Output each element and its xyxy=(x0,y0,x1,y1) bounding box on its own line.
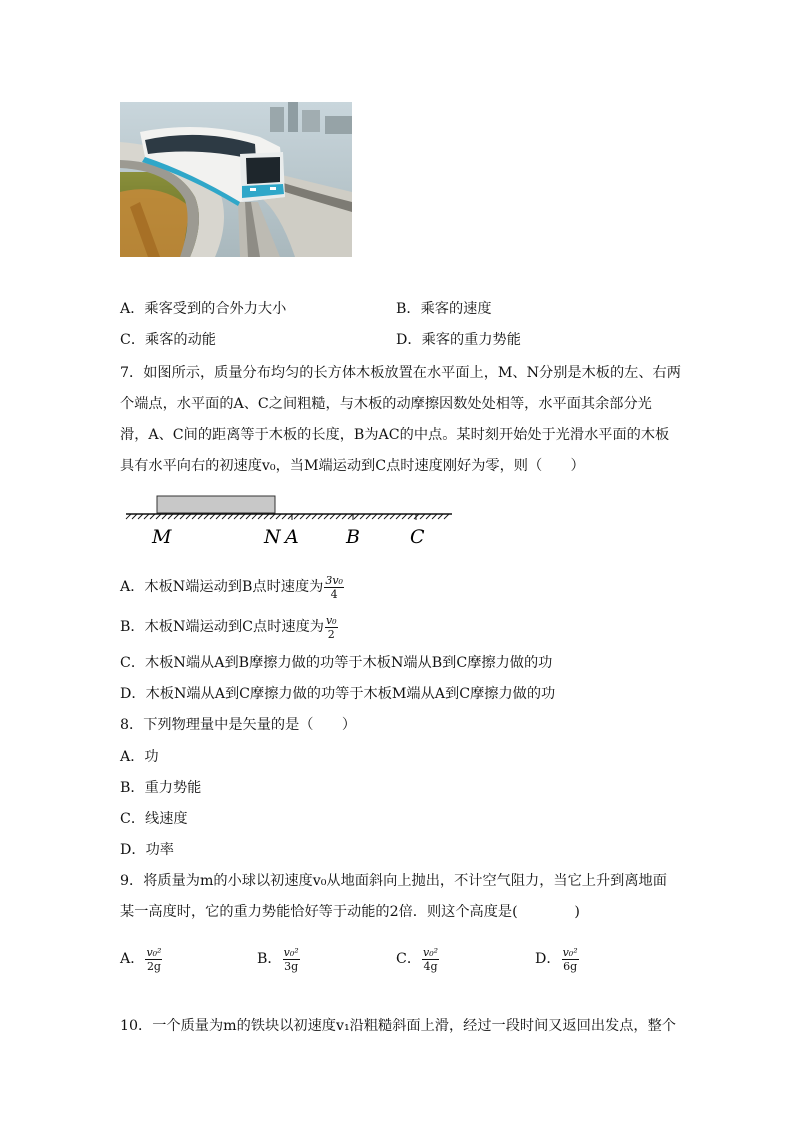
q7-option-b-numerator: v₀ xyxy=(325,613,337,627)
q9-option-c-numerator: v₀² xyxy=(423,945,439,959)
q10-stem-line-1: 10．一个质量为m的铁块以初速度v₁沿粗糙斜面上滑，经过一段时间又返回出发点，整个 xyxy=(120,1018,676,1034)
q9-option-b xyxy=(257,945,301,973)
q9-option-b-fraction xyxy=(283,947,300,972)
q9-stem-line-2: 某一高度时，它的重力势能恰好等于动能的2倍．则这个高度是( ) xyxy=(120,904,580,920)
q7-option-b-fraction xyxy=(325,615,338,640)
label-b: B xyxy=(346,526,360,548)
ground-hatching xyxy=(126,514,449,519)
q9-option-a-denominator: 2g xyxy=(146,959,161,973)
q7-option-d: D．木板N端从A到C摩擦力做的功等于木板M端从A到C摩擦力做的功 xyxy=(120,686,556,702)
q7-stem-line-3: 滑，A、C间的距离等于木板的长度，B为AC的中点。某时刻开始处于光滑水平面的木板 xyxy=(120,427,670,443)
q8-option-a: A．功 xyxy=(120,749,159,765)
q9-option-d-denominator: 6g xyxy=(563,959,578,973)
label-n: N xyxy=(264,526,281,548)
q7-board-diagram xyxy=(120,490,460,552)
q9-option-d-numerator: v₀² xyxy=(562,945,578,959)
label-m: M xyxy=(152,526,172,548)
q9-option-d xyxy=(535,945,580,973)
q9-option-b-label: B． xyxy=(257,951,282,967)
q9-option-c xyxy=(396,945,440,973)
q9-option-a-label: A． xyxy=(120,951,145,967)
wooden-board xyxy=(157,496,275,513)
q9-option-c-denominator: 4g xyxy=(423,959,438,973)
q7-option-a-fraction xyxy=(324,575,344,600)
q7-option-c: C．木板N端从A到B摩擦力做的功等于木板N端从B到C摩擦力做的功 xyxy=(120,655,553,671)
q9-option-d-fraction xyxy=(562,947,579,972)
q6-option-a: A．乘客受到的合外力大小 xyxy=(120,301,287,317)
q9-option-a-fraction xyxy=(145,947,162,972)
q8-option-c: C．线速度 xyxy=(120,811,188,827)
q9-option-d-label: D． xyxy=(535,951,561,967)
q9-option-a xyxy=(120,945,163,973)
q6-option-c: C．乘客的动能 xyxy=(120,332,216,348)
q7-option-a-text: A．木板N端运动到B点时速度为 xyxy=(120,579,324,595)
q7-option-b-text: B．木板N端运动到C点时速度为 xyxy=(120,619,324,635)
q6-option-d: D．乘客的重力势能 xyxy=(396,332,521,348)
q7-stem-line-4: 具有水平向右的初速度v₀，当M端运动到C点时速度刚好为零，则（ ） xyxy=(120,458,585,474)
q8-stem: 8．下列物理量中是矢量的是（ ） xyxy=(120,717,357,733)
q6-option-b: B．乘客的速度 xyxy=(396,301,492,317)
q7-stem-line-1: 7．如图所示，质量分布均匀的长方体木板放置在水平面上，M、N分别是木板的左、右两 xyxy=(120,365,681,381)
q9-option-b-numerator: v₀² xyxy=(283,945,299,959)
q7-option-b-denominator: 2 xyxy=(327,627,335,641)
q9-stem-line-1: 9．将质量为m的小球以初速度v₀从地面斜向上抛出，不计空气阻力，当它上升到离地面 xyxy=(120,873,667,889)
q7-stem-line-2: 个端点，水平面的A、C之间粗糙，与木板的动摩擦因数处处相等，水平面其余部分光 xyxy=(120,396,652,412)
q8-option-d: D．功率 xyxy=(120,842,174,858)
q7-option-b xyxy=(120,614,339,640)
monorail-train-photo xyxy=(120,102,352,257)
q7-option-a-numerator: 3v₀ xyxy=(325,573,343,587)
q9-option-b-denominator: 3g xyxy=(284,959,299,973)
label-a: A xyxy=(285,526,299,548)
q9-option-c-label: C． xyxy=(396,951,422,967)
q9-option-c-fraction xyxy=(422,947,439,972)
label-c: C xyxy=(410,526,425,548)
q9-option-a-numerator: v₀² xyxy=(146,945,162,959)
q7-option-a xyxy=(120,574,345,600)
q8-option-b: B．重力势能 xyxy=(120,780,202,796)
q7-option-a-denominator: 4 xyxy=(330,587,338,601)
